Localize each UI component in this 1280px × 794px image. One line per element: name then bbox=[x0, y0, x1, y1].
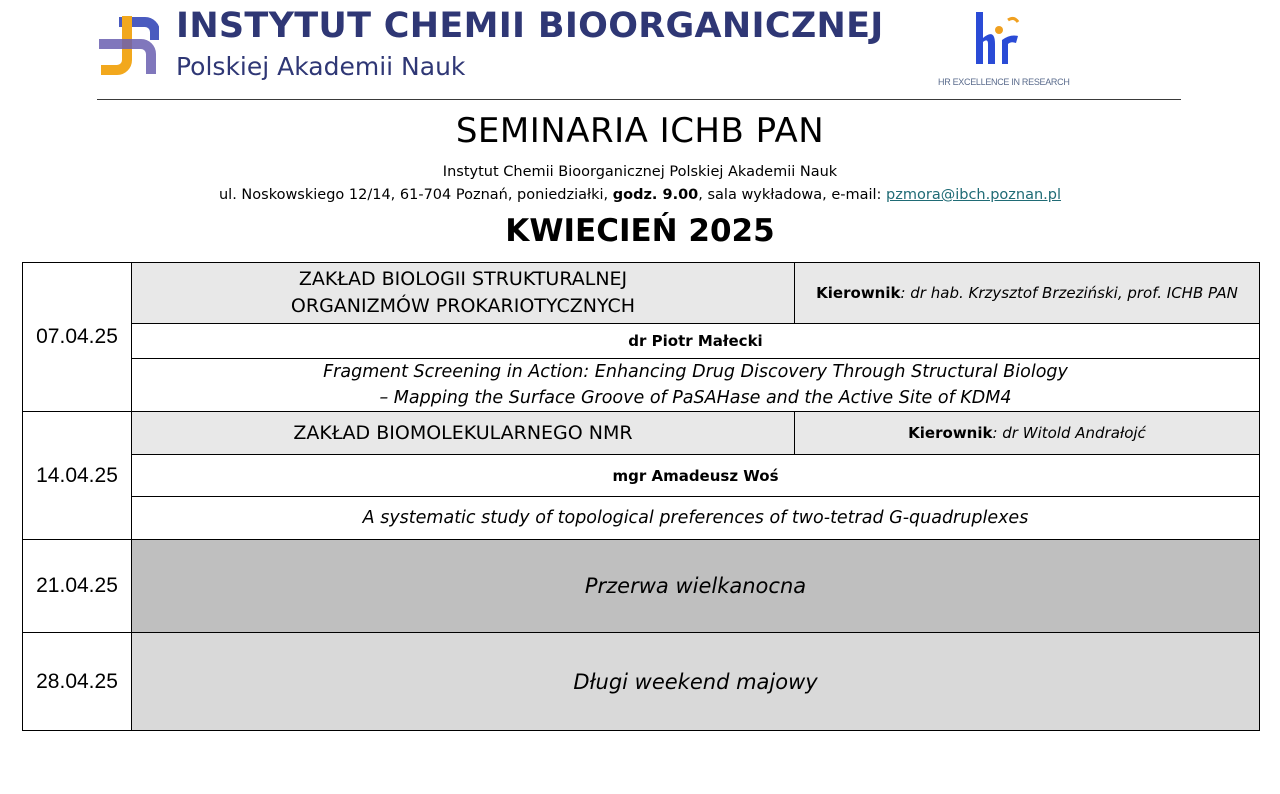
institute-full-name: Instytut Chemii Bioorganicznej Polskiej Akademii Nauk bbox=[442, 164, 838, 180]
head-cell bbox=[795, 263, 1259, 324]
speaker-cell: mgr Amadeusz Woś bbox=[132, 455, 1259, 497]
talk-title-cell bbox=[132, 359, 1259, 412]
department-cell bbox=[132, 263, 795, 324]
holiday-event-cell: Przerwa wielkanocna bbox=[132, 540, 1259, 633]
header-divider bbox=[97, 99, 1181, 100]
details-address: ul. Noskowskiego 12/14, 61-704 Poznań, poniedziałki, bbox=[218, 187, 613, 203]
head-cell bbox=[795, 412, 1259, 455]
details-time: godz. 9.00 bbox=[612, 187, 699, 203]
page-header bbox=[0, 0, 1280, 100]
page-title: SEMINARIA ICHB PAN bbox=[455, 111, 825, 151]
schedule-table bbox=[22, 262, 1260, 731]
institute-subtitle: Polskiej Akademii Nauk bbox=[176, 52, 466, 81]
date-cell: 14.04.25 bbox=[23, 412, 132, 540]
department-name-line1: ZAKŁAD BIOLOGII STRUKTURALNEJ bbox=[298, 268, 628, 290]
date-cell: 21.04.25 bbox=[23, 540, 132, 633]
talk-title-line1: A systematic study of topological preferences of two-tetrad G-quadruplexes bbox=[362, 508, 1029, 528]
date-cell: 28.04.25 bbox=[23, 633, 132, 730]
talk-title-line1: Fragment Screening in Action: Enhancing Drug Discovery Through Structural Biology bbox=[323, 362, 1068, 382]
contact-email-link[interactable]: pzmora@ibch.poznan.pl bbox=[886, 187, 1062, 203]
seminar-details bbox=[0, 187, 1280, 203]
details-room: , sala wykładowa, e-mail: bbox=[698, 187, 887, 203]
head-name: : dr hab. Krzysztof Brzeziński, prof. ICHB PAN bbox=[900, 284, 1238, 302]
month-heading: KWIECIEŃ 2025 bbox=[505, 213, 775, 249]
holiday-event-cell: Długi weekend majowy bbox=[132, 633, 1259, 730]
department-cell bbox=[132, 412, 795, 455]
head-label: Kierownik bbox=[908, 424, 993, 442]
talk-title-cell bbox=[132, 497, 1259, 540]
head-label: Kierownik bbox=[816, 284, 901, 302]
head-name: : dr Witold Andrałojć bbox=[992, 424, 1146, 442]
date-cell: 07.04.25 bbox=[23, 263, 132, 412]
speaker-cell: dr Piotr Małecki bbox=[132, 324, 1259, 359]
institute-logo-icon bbox=[97, 12, 159, 78]
institute-name: INSTYTUT CHEMII BIOORGANICZNEJ bbox=[176, 6, 884, 46]
hr-logo-caption: HR EXCELLENCE IN RESEARCH bbox=[938, 77, 1070, 87]
department-name-line2: ORGANIZMÓW PROKARIOTYCZNYCH bbox=[290, 295, 636, 317]
department-name-line1: ZAKŁAD BIOMOLEKULARNEGO NMR bbox=[293, 421, 633, 444]
talk-title-line2: – Mapping the Surface Groove of PaSAHase and the Active Site of KDM4 bbox=[379, 388, 1012, 408]
